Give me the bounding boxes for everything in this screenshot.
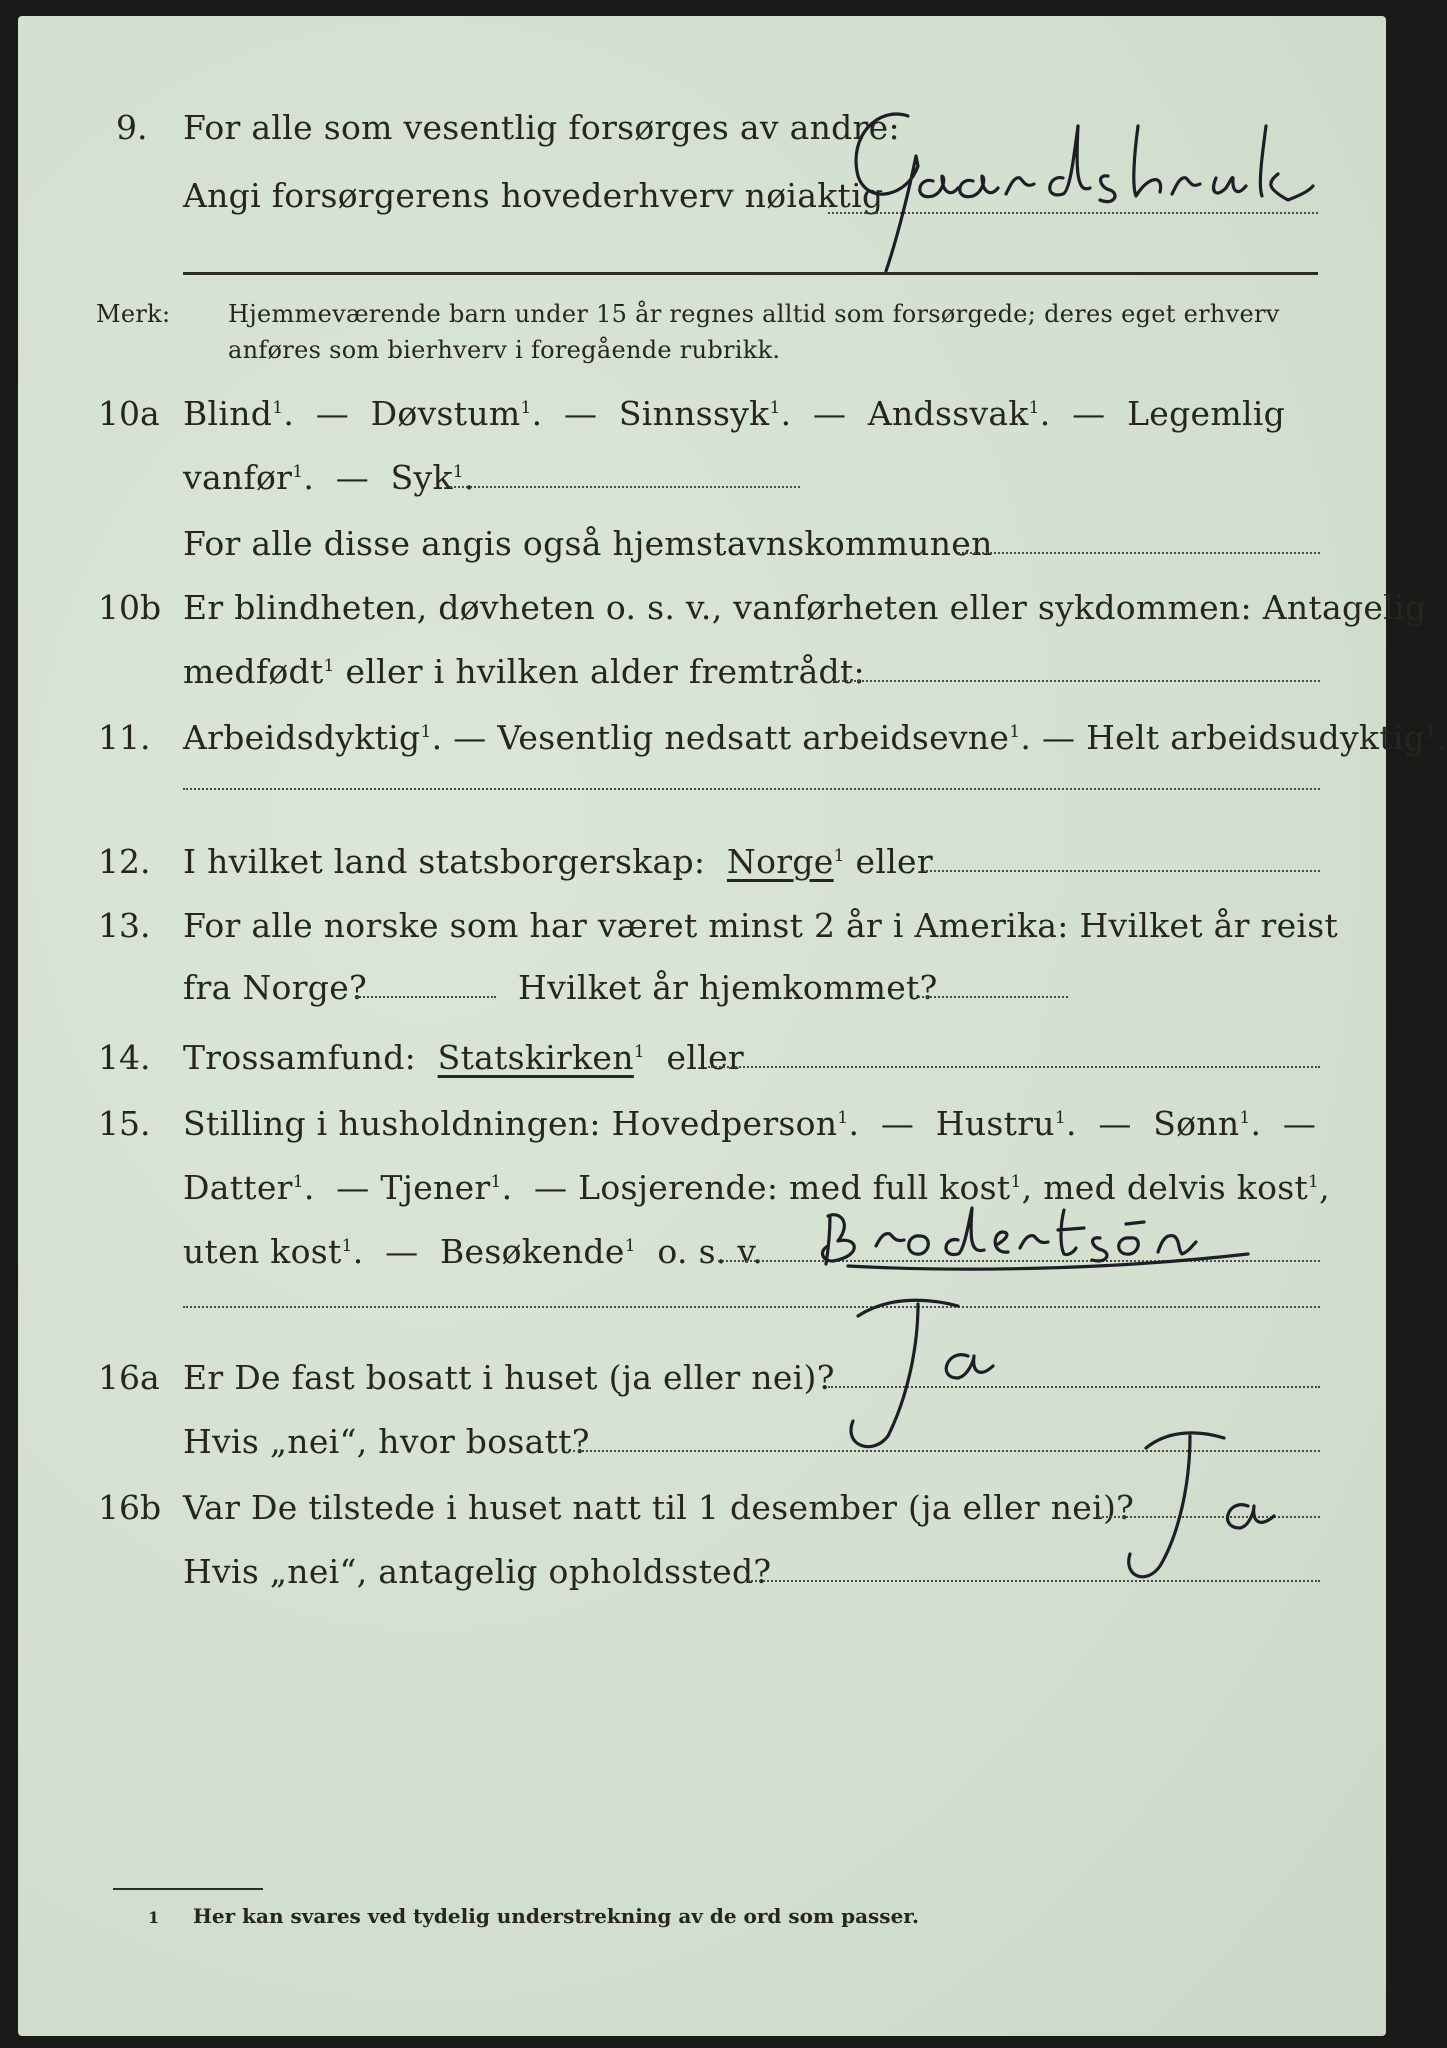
q9-number: 9. [116,108,148,147]
q11-separator [183,788,1320,790]
footnote-marker: 1 [148,1908,160,1927]
q15-line2: Datter$^1$. — Tjener$^1$. — Losjerende: med full kost$^1$, med delvis kost$^1$, [183,1168,1330,1207]
q13-line2a: fra Norge? [183,968,368,1007]
q16b-handwritten-answer [1098,1416,1318,1596]
q10a-syk-line [450,486,800,488]
q14-answer-line [708,1066,1320,1068]
q16b-line1: Var De tilstede i huset natt til 1 desember (ja eller nei)? [183,1488,1135,1527]
q12-line: I hvilket land statsborgerskap: Norge$^1$ eller [183,842,933,881]
q13-line2b: Hvilket år hjemkommet? [518,968,938,1007]
q13-line1: For alle norske som har været minst 2 år i Amerika: Hvilket år reist [183,906,1339,945]
q10b-number: 10b [98,588,162,627]
q9-line1: For alle som vesentlig forsørges av andre: [183,108,900,147]
footnote-text: Her kan svares ved tydelig understrekning av de ord som passer. [193,1904,919,1928]
merk-line1: Hjemmeværende barn under 15 år regnes alltid som forsørgede; deres eget erhverv [228,300,1280,328]
q14-number: 14. [98,1038,151,1077]
q16a-handwritten-answer [818,1286,1078,1466]
q13-hjem-line [918,996,1068,998]
q15-number: 15. [98,1104,151,1143]
q16b-line2: Hvis „nei“, antagelig opholdssted? [183,1552,772,1591]
census-form-page [18,16,1447,2036]
q15-separator [183,1306,1320,1308]
merk-line2: anføres som bierhverv i foregående rubrikk. [228,336,781,364]
q16b-sted-line [748,1580,1320,1582]
q10b-line1: Er blindheten, døvheten o. s. v., vanførheten eller sykdommen: Antagelig [183,588,1427,627]
q13-reist-line [356,996,496,998]
q13-number: 13. [98,906,151,945]
q12-number: 12. [98,842,151,881]
q10b-line2: medfødt$^1$ eller i hvilken alder fremtrådt: [183,652,865,691]
q11-number: 11. [98,718,151,757]
q9-separator [183,272,1318,275]
q15-line3: uten kost$^1$. — Besøkende$^1$ o. s. v. [183,1232,764,1271]
q16a-line1: Er De fast bosatt i huset (ja eller nei)? [183,1358,835,1397]
q16a-number: 16a [98,1358,160,1397]
q10a-kommune-line [958,552,1320,554]
q16a-line2: Hvis „nei“, hvor bosatt? [183,1422,590,1461]
q11-line: Arbeidsdyktig$^1$. — Vesentlig nedsatt arbeidsevne$^1$. — Helt arbeidsudyktig$^1$. [183,718,1447,757]
q10a-line1: Blind$^1$. — Døvstum$^1$. — Sinnssyk$^1$. — Andssvak$^1$. — Legemlig [183,394,1286,433]
q10b-answer-line [833,680,1320,682]
q10a-number: 10a [98,394,160,433]
q10a-line3: For alle disse angis også hjemstavnskommunen [183,524,993,563]
q10a-line2: vanfør$^1$. — Syk$^1$. [183,458,475,497]
q12-answer-line [923,870,1320,872]
q16b-number: 16b [98,1488,162,1527]
q15-handwritten-answer [808,1196,1268,1286]
q15-line1: Stilling i husholdningen: Hovedperson$^1$. — Hustru$^1$. — Sønn$^1$. — [183,1104,1317,1143]
q9-line2: Angi forsørgerens hovederhverv nøiaktig [183,176,884,215]
merk-label: Merk: [96,300,171,328]
footnote-rule [113,1888,263,1890]
q9-handwritten-answer [838,96,1338,276]
q14-line: Trossamfund: Statskirken$^1$ eller [183,1038,744,1077]
